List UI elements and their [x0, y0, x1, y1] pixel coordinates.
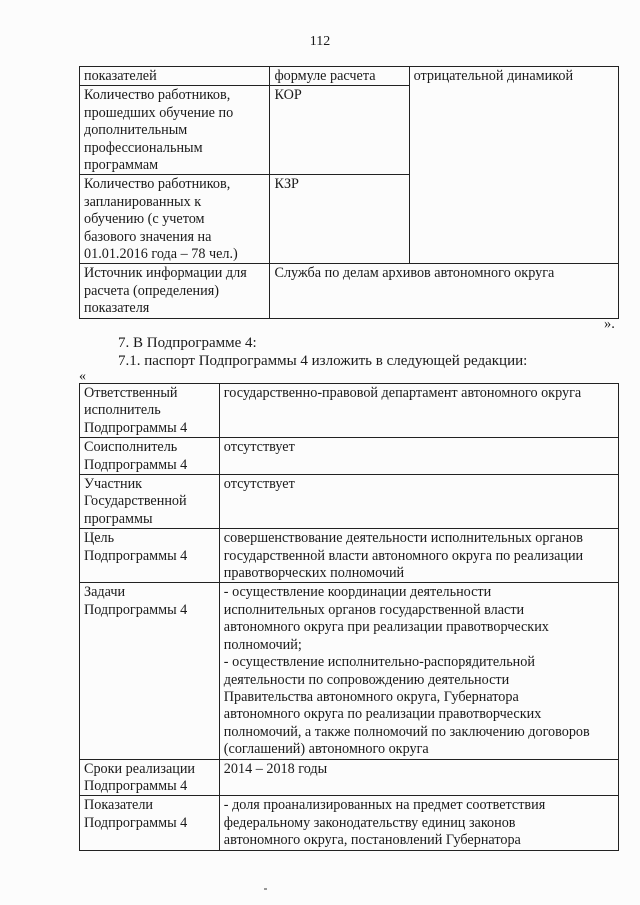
cell-line: базового значения на: [84, 228, 212, 245]
table-cell: [80, 175, 270, 264]
cell-line: Подпрограммы 4: [84, 456, 188, 473]
table-cell: [409, 67, 618, 264]
cell-line: (соглашений) автономного округа: [223, 741, 429, 758]
cell-line: Количество работников,: [84, 87, 231, 104]
table-row: [80, 796, 619, 850]
table-cell: [80, 264, 270, 318]
cell-line: программы: [84, 510, 153, 527]
cell-line: показателя: [84, 300, 150, 317]
table-row: [80, 384, 619, 438]
cell-line: Правительства автономного округа, Губернатора: [223, 688, 519, 705]
cell-line: автономного округа, постановлений Губернатора: [223, 832, 521, 849]
cell-line: Соисполнитель: [84, 439, 178, 456]
cell-line: Ответственный: [84, 385, 178, 401]
cell-line: совершенствование деятельности исполнительных органов: [223, 530, 583, 547]
opening-quote: «: [79, 369, 86, 384]
cell-line: Цель: [84, 530, 115, 547]
table-row: [80, 475, 619, 529]
cell-line: Подпрограммы 4: [84, 547, 188, 564]
cell-line: государственной власти автономного округа по реализации: [223, 547, 584, 564]
cell-line: КОР: [274, 87, 302, 104]
table-cell: [270, 175, 409, 264]
page-number: 112: [309, 34, 331, 49]
passport-label-cell: [80, 583, 220, 759]
cell-line: Сроки реализации: [84, 760, 196, 777]
cell-line: исполнитель: [84, 402, 161, 419]
cell-line: дополнительным: [84, 122, 188, 139]
passport-value-cell: [219, 529, 618, 583]
cell-line: 01.01.2016 года – 78 чел.): [84, 246, 238, 263]
passport-value-cell: [219, 759, 618, 796]
cell-line: полномочий;: [223, 636, 302, 653]
table-cell: [80, 67, 270, 86]
passport-value-cell: [219, 384, 618, 438]
cell-line: запланированных к: [84, 193, 202, 210]
cell-line: правотворческих полномочий: [223, 565, 405, 582]
cell-line: программам: [84, 157, 159, 174]
cell-line: формуле расчета: [274, 68, 376, 84]
cell-line: Участник: [84, 476, 143, 493]
cell-line: Источник информации для: [84, 265, 247, 282]
cell-line: профессиональным: [84, 139, 203, 156]
passport-label-cell: [80, 529, 220, 583]
table-cell: [270, 86, 409, 175]
cell-line: расчета (определения): [84, 282, 219, 299]
passport-value-cell: [219, 796, 618, 850]
cell-line: государственно-правовой департамент автономного округа: [223, 385, 582, 401]
cell-line: Подпрограммы 4: [84, 601, 188, 618]
table-row: [80, 67, 619, 86]
cell-line: 2014 – 2018 годы: [223, 760, 328, 777]
passport-label-cell: [80, 475, 220, 529]
cell-line: КЗР: [274, 176, 299, 193]
cell-line: Показатели: [84, 797, 154, 814]
paragraph-item-7: 7. В Подпрограмме 4:: [118, 335, 257, 351]
subprogram-passport-table: [79, 383, 619, 851]
passport-label-cell: [80, 796, 220, 850]
cell-line: Подпрограммы 4: [84, 419, 188, 436]
passport-value-cell: [219, 583, 618, 759]
cell-line: Задачи: [84, 584, 126, 601]
cell-line: автономного округа при реализации правотворческих: [223, 619, 549, 636]
passport-label-cell: [80, 438, 220, 475]
table-cell: [80, 86, 270, 175]
table-row: [80, 438, 619, 475]
scan-speck: [264, 888, 267, 890]
cell-line: Служба по делам архивов автономного округа: [274, 265, 555, 282]
cell-line: отсутствует: [223, 439, 295, 456]
table-cell: [270, 264, 619, 318]
cell-line: полномочий, а также полномочий по заключению договоров: [223, 723, 590, 740]
indicators-table: [79, 66, 619, 319]
cell-line: деятельности по сопровождению деятельности: [223, 671, 510, 688]
cell-line: - осуществление исполнительно-распорядительной: [223, 654, 535, 671]
cell-line: Государственной: [84, 493, 187, 510]
cell-line: показателей: [84, 68, 157, 84]
closing-quote: ».: [604, 316, 615, 332]
table-row: [80, 264, 619, 318]
cell-line: Подпрограммы 4: [84, 814, 188, 831]
passport-value-cell: [219, 475, 618, 529]
cell-line: автономного округа по реализации правотворческих: [223, 706, 542, 723]
table-row: [80, 529, 619, 583]
cell-line: - доля проанализированных на предмет соответствия: [223, 797, 546, 814]
passport-label-cell: [80, 384, 220, 438]
passport-label-cell: [80, 759, 220, 796]
cell-line: прошедших обучение по: [84, 104, 234, 121]
cell-line: федеральному законодательству единиц законов: [223, 814, 516, 831]
cell-line: Количество работников,: [84, 176, 231, 193]
passport-value-cell: [219, 438, 618, 475]
cell-line: отсутствует: [223, 476, 295, 493]
table-cell: [270, 67, 409, 86]
cell-line: исполнительных органов государственной власти: [223, 601, 525, 618]
cell-line: отрицательной динамикой: [413, 68, 574, 84]
cell-line: Подпрограммы 4: [84, 777, 188, 794]
cell-line: обучению (с учетом: [84, 211, 205, 228]
table-row: [80, 759, 619, 796]
cell-line: - осуществление координации деятельности: [223, 584, 492, 601]
table-row: [80, 583, 619, 759]
paragraph-item-7-1: 7.1. паспорт Подпрограммы 4 изложить в следующей редакции:: [118, 353, 528, 369]
